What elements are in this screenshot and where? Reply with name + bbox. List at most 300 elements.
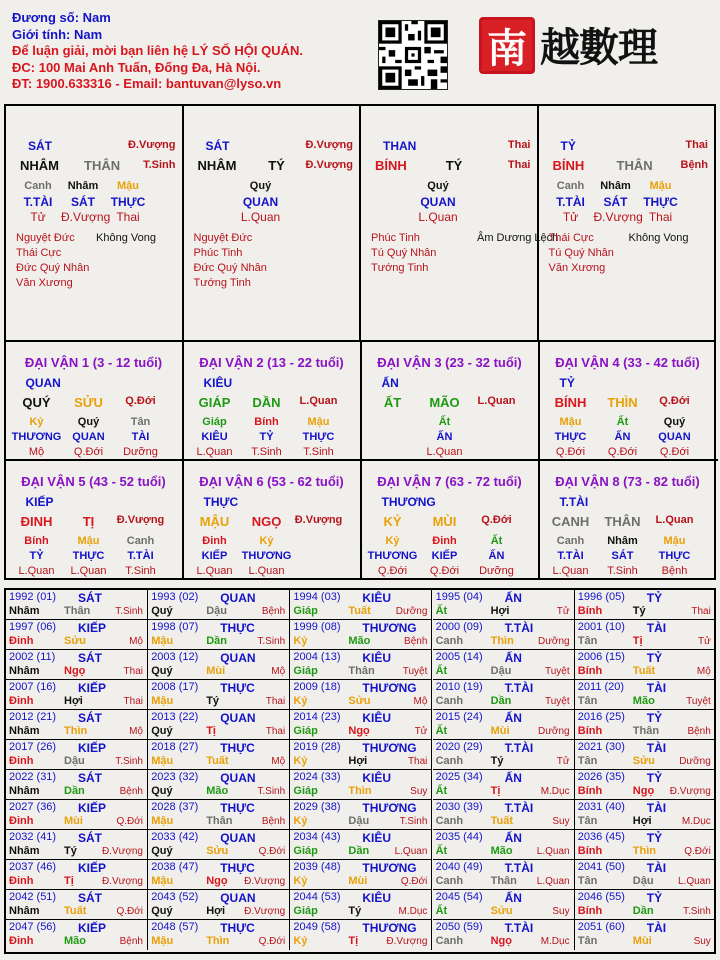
dai-van-hidden: Đinh (202, 535, 227, 547)
year-phase: M.Dục (540, 936, 570, 947)
year-cell (433, 590, 575, 620)
year-stem: Giáp (293, 605, 318, 617)
year-label: 2033 (42) (151, 831, 199, 843)
four-pillars-grid (4, 104, 716, 342)
year-label: 2004 (13) (293, 651, 341, 663)
year-branch: Tuất (64, 905, 87, 917)
year-label: 2015 (24) (435, 711, 483, 723)
year-stem: Giáp (293, 785, 318, 797)
year-stem: Nhâm (9, 605, 40, 617)
year-tengod: KIẾP (78, 861, 107, 875)
year-label: 2043 (52) (151, 891, 199, 903)
year-branch: Tuất (206, 755, 229, 767)
dai-van-hidden: THƯƠNG (11, 431, 62, 443)
year-label: 2021 (30) (577, 741, 625, 753)
year-stem: Nhâm (9, 665, 40, 677)
dai-van-grid (4, 340, 716, 580)
year-branch: Tị (490, 785, 501, 797)
special-star: Tướng Tinh (193, 277, 251, 289)
dai-van-hidden: THƯƠNG (367, 550, 418, 562)
year-phase: Bệnh (261, 816, 286, 827)
year-phase: T.Sinh (399, 816, 428, 827)
dai-van-cell (6, 342, 184, 461)
hidden-stem-s3: Đ.Vượng (61, 210, 111, 224)
year-tengod: TÀI (646, 921, 667, 935)
side-star: Âm Dương Lệch (477, 232, 559, 244)
dai-van-hidden: L.Quan (18, 565, 55, 577)
year-label: 2032 (41) (9, 831, 57, 843)
dai-van-hidden: Đinh (432, 535, 457, 547)
year-phase: Thai (407, 756, 428, 767)
heavenly-stem: BÍNH (375, 158, 407, 173)
year-stem: Ất (435, 905, 448, 917)
dai-van-hidden: Mậu (77, 535, 100, 547)
year-phase: Mộ (129, 726, 143, 737)
dai-van-hidden: QUAN (658, 431, 691, 443)
year-phase: Tuyệt (544, 696, 570, 707)
year-label: 2011 (20) (577, 681, 625, 693)
year-stem: Tân (577, 635, 598, 647)
year-branch: Mão (490, 845, 513, 857)
header-info (12, 10, 303, 93)
dai-van-cell (362, 342, 540, 461)
year-stem: Ất (435, 665, 448, 677)
year-tengod: TỶ (646, 891, 663, 905)
year-branch: Hợi (206, 905, 226, 917)
year-label: 2045 (54) (435, 891, 483, 903)
hidden-stem-s2: T.TÀI (23, 195, 53, 209)
year-label: 2019 (28) (293, 741, 341, 753)
dai-van-branch: THÌN (607, 395, 638, 410)
special-star: Phúc Tinh (371, 232, 420, 244)
year-stem: Quý (151, 845, 173, 857)
hidden-stem-s2: THỰC (110, 195, 146, 209)
year-phase: Tuyệt (402, 666, 428, 677)
year-tengod: TÀI (646, 801, 667, 815)
year-stem: Kỷ (293, 755, 308, 767)
year-cell (575, 680, 715, 710)
dai-van-hidden: L.Quan (426, 446, 463, 458)
dai-van-hidden: Bính (24, 535, 49, 547)
dai-van-phase: Q.Đới (481, 514, 512, 526)
dai-van-hidden: Nhâm (607, 535, 638, 547)
dai-van-title: ĐẠI VẬN 6 (53 - 62 tuổi) (199, 474, 344, 489)
year-stem: Canh (435, 875, 464, 887)
year-label: 1992 (01) (9, 591, 57, 603)
hidden-stem-s3: Thai (116, 210, 140, 224)
year-phase: Dưỡng (679, 756, 711, 767)
year-tengod: ẤN (504, 651, 522, 665)
year-phase: Q.Đới (116, 906, 143, 917)
year-cell (148, 770, 290, 800)
side-star: Không Vong (628, 232, 689, 244)
year-branch: Dậu (632, 875, 654, 887)
year-cell (6, 920, 148, 950)
year-phase: Q.Đới (116, 816, 143, 827)
year-label: 2020 (29) (435, 741, 483, 753)
year-label: 2008 (17) (151, 681, 199, 693)
year-phase: M.Dục (540, 786, 570, 797)
year-branch: Mùi (64, 815, 83, 827)
year-label: 2050 (59) (435, 921, 483, 933)
year-branch: Ngọ (206, 875, 228, 887)
year-branch: Tý (490, 755, 504, 767)
year-label: 2037 (46) (9, 861, 57, 873)
year-cell (148, 590, 290, 620)
side-star: Không Vong (96, 232, 156, 244)
special-star: Phúc Tinh (193, 247, 243, 259)
year-branch: Dần (632, 905, 654, 917)
year-label: 2023 (32) (151, 771, 199, 783)
pillar-column (184, 106, 362, 340)
pillar-column (539, 106, 715, 340)
year-label: 2042 (51) (9, 891, 57, 903)
pillar-column (6, 106, 184, 340)
pillar-strength: Thai (507, 139, 531, 151)
dai-van-branch: NGỌ (251, 514, 282, 529)
year-phase: Mộ (129, 636, 143, 647)
year-cell (6, 650, 148, 680)
year-cell (290, 710, 432, 740)
year-phase: Q.Đới (258, 936, 286, 947)
year-stem: Quý (151, 725, 173, 737)
dai-van-stem: ẤT (383, 395, 402, 410)
year-branch: Mùi (490, 725, 510, 737)
year-branch: Thân (206, 815, 233, 827)
year-label: 2000 (09) (435, 621, 483, 633)
year-phase: L.Quan (394, 846, 428, 857)
year-cell (575, 860, 715, 890)
year-tengod: QUAN (220, 771, 256, 785)
special-star: Văn Xương (548, 262, 606, 274)
special-star: Văn Xương (16, 277, 73, 289)
year-stem: Tân (577, 875, 598, 887)
year-tengod: SÁT (78, 891, 102, 905)
year-stem: Đinh (9, 875, 34, 887)
year-branch: Tị (632, 635, 643, 647)
year-stem: Bính (577, 785, 603, 797)
pillar-tengod: TỶ (560, 139, 576, 153)
year-tengod: ẤN (504, 771, 522, 785)
special-star: Tướng Tinh (371, 262, 429, 274)
year-branch: Thìn (64, 725, 88, 737)
year-tengod: THỰC (220, 681, 255, 695)
hidden-stem-s1: Nhâm (67, 180, 99, 192)
year-label: 2031 (40) (577, 801, 625, 813)
annual-luck-grid (4, 588, 716, 954)
year-label: 2027 (36) (9, 801, 57, 813)
year-tengod: TỶ (646, 711, 663, 725)
year-cell (575, 650, 715, 680)
year-branch: Thìn (632, 845, 657, 857)
dai-van-hidden: Quý (77, 416, 100, 428)
year-label: 2025 (34) (435, 771, 483, 783)
year-cell (148, 680, 290, 710)
dai-van-hidden: L.Quan (70, 565, 107, 577)
year-label: 1998 (07) (151, 621, 199, 633)
dai-van-cell (6, 461, 184, 580)
hidden-stem-s3: L.Quan (240, 210, 281, 224)
year-cell (575, 770, 715, 800)
year-branch: Thân (490, 875, 517, 887)
year-label: 2034 (43) (293, 831, 341, 843)
hidden-stem-s2: SÁT (603, 195, 628, 209)
year-stem: Ất (435, 845, 448, 857)
year-phase: M.Dục (681, 816, 711, 827)
dai-van-hidden: Tân (130, 416, 151, 428)
year-phase: T.Sinh (683, 906, 711, 917)
year-branch: Dậu (206, 605, 227, 617)
year-label: 2005 (14) (435, 651, 483, 663)
dai-van-hidden: THỰC (72, 550, 105, 562)
year-branch: Thìn (348, 785, 372, 797)
year-phase: Bệnh (119, 786, 143, 797)
year-tengod: THỰC (220, 621, 255, 635)
hidden-stem-s2: SÁT (71, 195, 95, 209)
year-label: 1996 (05) (577, 591, 625, 603)
year-phase: Mộ (696, 666, 711, 677)
dai-van-hidden: TỶ (259, 431, 274, 443)
dai-van-hidden: Mậu (559, 416, 582, 428)
year-stem: Kỷ (293, 695, 308, 707)
year-tengod: THƯƠNG (362, 861, 417, 875)
year-branch: Dậu (348, 815, 370, 827)
hidden-stem-s1: Nhâm (600, 180, 631, 192)
year-stem: Bính (577, 905, 603, 917)
year-cell (148, 650, 290, 680)
year-tengod: SÁT (78, 591, 102, 605)
year-label: 2018 (27) (151, 741, 199, 753)
year-tengod: T.TÀI (504, 801, 534, 815)
year-tengod: KIÊU (362, 651, 392, 665)
year-branch: Sửu (206, 845, 229, 857)
dai-van-phase: Đ.Vượng (294, 514, 343, 526)
dai-van-phase: Đ.Vượng (116, 514, 165, 526)
pillar-tengod: THAN (383, 139, 417, 153)
year-stem: Kỷ (293, 815, 308, 827)
dai-van-stem: MẬU (199, 514, 230, 529)
dai-van-hidden: Quý (663, 416, 686, 428)
year-tengod: SÁT (78, 651, 102, 665)
year-branch: Thân (632, 725, 660, 737)
year-cell (6, 710, 148, 740)
dai-van-phase: Q.Đới (125, 395, 156, 407)
year-tengod: THỰC (220, 861, 255, 875)
year-cell (148, 800, 290, 830)
year-cell (433, 800, 575, 830)
year-tengod: TỶ (646, 831, 663, 845)
dai-van-cell (540, 342, 718, 461)
earthly-branch: TÝ (445, 158, 463, 173)
year-label: 1997 (06) (9, 621, 57, 633)
year-cell (148, 920, 290, 950)
year-phase: L.Quan (536, 846, 570, 857)
year-label: 2040 (49) (435, 861, 483, 873)
year-stem: Canh (435, 815, 464, 827)
year-stem: Tân (577, 815, 598, 827)
dai-van-hidden: Kỷ (259, 535, 274, 547)
year-stem: Đinh (9, 695, 34, 707)
address-line: ĐC: 100 Mai Anh Tuấn, Đống Đa, Hà Nội. (12, 59, 261, 75)
year-branch: Dậu (64, 755, 85, 767)
dai-van-phase: L.Quan (299, 395, 338, 407)
dai-van-hidden: L.Quan (552, 565, 589, 577)
year-tengod: THƯƠNG (362, 681, 417, 695)
year-tengod: KIÊU (362, 891, 392, 905)
dai-van-hidden: Q.Đới (555, 446, 586, 458)
dai-van-hidden: QUAN (72, 431, 105, 443)
hidden-stem-s1: Mậu (649, 180, 672, 192)
dai-van-tengod: THỰC (203, 495, 239, 509)
year-branch: Hợi (490, 605, 510, 617)
year-tengod: QUAN (220, 591, 256, 605)
year-branch: Dần (348, 845, 370, 857)
year-branch: Hợi (632, 815, 652, 827)
year-cell (290, 590, 432, 620)
year-cell (575, 740, 715, 770)
year-tengod: KIẾP (78, 621, 107, 635)
year-cell (433, 680, 575, 710)
dai-van-hidden: L.Quan (196, 446, 233, 458)
dai-van-hidden: Ất (490, 535, 503, 547)
year-cell (290, 920, 432, 950)
year-cell (6, 860, 148, 890)
year-phase: Bệnh (404, 636, 428, 647)
dai-van-hidden: Q.Đới (429, 565, 460, 577)
year-label: 2044 (53) (293, 891, 341, 903)
dai-van-branch: MÃO (429, 395, 460, 410)
year-stem: Kỷ (293, 935, 308, 947)
year-cell (290, 830, 432, 860)
year-branch: Thìn (206, 935, 230, 947)
year-label: 2001 (10) (577, 621, 625, 633)
year-tengod: TỶ (646, 771, 663, 785)
year-cell (6, 770, 148, 800)
year-stem: Quý (151, 785, 173, 797)
year-cell (290, 860, 432, 890)
year-cell (148, 830, 290, 860)
year-cell (433, 710, 575, 740)
heavenly-stem: NHÂM (197, 158, 237, 173)
pillar-strength: Đ.Vượng (127, 139, 176, 151)
dai-van-hidden: ẤN (614, 431, 631, 443)
dai-van-title: ĐẠI VẬN 7 (63 - 72 tuổi) (377, 474, 522, 489)
year-tengod: TỶ (646, 651, 663, 665)
year-cell (575, 920, 715, 950)
dai-van-hidden: Mộ (28, 446, 45, 458)
dai-van-tengod: KIÊU (203, 376, 233, 390)
pillar-strength: Thai (685, 139, 708, 151)
dai-van-hidden: Canh (556, 535, 585, 547)
year-phase: M.Dục (398, 906, 428, 917)
year-branch: Sửu (348, 695, 371, 707)
year-cell (290, 680, 432, 710)
special-star: Tú Quý Nhân (548, 247, 614, 259)
dai-van-hidden: T.Sinh (303, 446, 334, 458)
year-stem: Quý (151, 605, 173, 617)
year-label: 1995 (04) (435, 591, 483, 603)
dai-van-hidden: Mậu (307, 416, 330, 428)
year-stem: Bính (577, 665, 603, 677)
year-cell (575, 710, 715, 740)
hidden-stem-s2: T.TÀI (556, 195, 585, 209)
hidden-stem-s2: QUAN (242, 195, 279, 209)
year-phase: Tử (414, 726, 428, 737)
year-tengod: THƯƠNG (362, 801, 417, 815)
year-branch: Hợi (64, 695, 83, 707)
hidden-stem-s1: Canh (24, 180, 52, 192)
dai-van-branch: MÙI (432, 514, 457, 529)
year-label: 2029 (38) (293, 801, 341, 813)
year-stem: Canh (435, 755, 464, 767)
hidden-stem-s1: Canh (556, 180, 585, 192)
year-stem: Ất (435, 785, 448, 797)
earthly-branch: TÝ (268, 158, 285, 173)
year-label: 2016 (25) (577, 711, 625, 723)
hidden-stem-s3: Đ.Vượng (593, 210, 643, 224)
year-branch: Tị (64, 875, 74, 887)
year-phase: Suy (410, 786, 428, 797)
dai-van-title: ĐẠI VẬN 3 (23 - 32 tuổi) (377, 355, 522, 370)
year-branch: Tý (64, 845, 77, 857)
year-cell (433, 860, 575, 890)
year-stem: Kỷ (293, 635, 308, 647)
year-stem: Mậu (151, 875, 174, 887)
pillar-phase: Đ.Vượng (305, 159, 353, 171)
year-stem: Kỷ (293, 875, 308, 887)
year-tengod: ẤN (504, 711, 522, 725)
year-tengod: TÀI (646, 681, 667, 695)
year-phase: T.Sinh (257, 786, 286, 797)
year-cell (148, 620, 290, 650)
year-branch: Thân (348, 665, 375, 677)
year-label: 2002 (11) (9, 651, 56, 663)
pillar-phase: Thai (507, 159, 531, 171)
year-stem: Đinh (9, 635, 34, 647)
dai-van-branch: SỬU (74, 395, 103, 410)
year-branch: Tuất (490, 815, 513, 827)
year-stem: Mậu (151, 755, 174, 767)
year-branch: Tý (348, 905, 362, 917)
year-tengod: KIẾP (78, 921, 107, 935)
dai-van-branch: DẦN (252, 395, 281, 410)
year-cell (6, 740, 148, 770)
year-cell (575, 620, 715, 650)
dai-van-hidden: THƯƠNG (241, 550, 292, 562)
dai-van-cell (540, 461, 718, 580)
dai-van-tengod: THƯƠNG (381, 495, 436, 509)
dai-van-hidden: TỶ (29, 550, 44, 562)
dai-van-tengod: ẤN (381, 376, 399, 390)
dai-van-title: ĐẠI VẬN 1 (3 - 12 tuổi) (24, 355, 163, 370)
year-label: 2012 (21) (9, 711, 57, 723)
year-stem: Mậu (151, 935, 174, 947)
year-stem: Bính (577, 725, 603, 737)
year-stem: Mậu (151, 815, 174, 827)
dai-van-hidden: T.Sinh (251, 446, 282, 458)
year-phase: Suy (693, 936, 711, 947)
special-star: Thái Cực (16, 247, 62, 259)
dai-van-hidden: Q.Đới (659, 446, 690, 458)
year-tengod: KIẾP (78, 801, 107, 815)
year-cell (433, 740, 575, 770)
year-phase: Q.Đới (258, 846, 286, 857)
hidden-stem-s2: THỰC (643, 195, 678, 209)
year-branch: Tý (206, 695, 220, 707)
year-label: 2038 (47) (151, 861, 199, 873)
special-star: Đức Quý Nhân (16, 262, 90, 274)
dai-van-hidden: ẤN (488, 550, 505, 562)
